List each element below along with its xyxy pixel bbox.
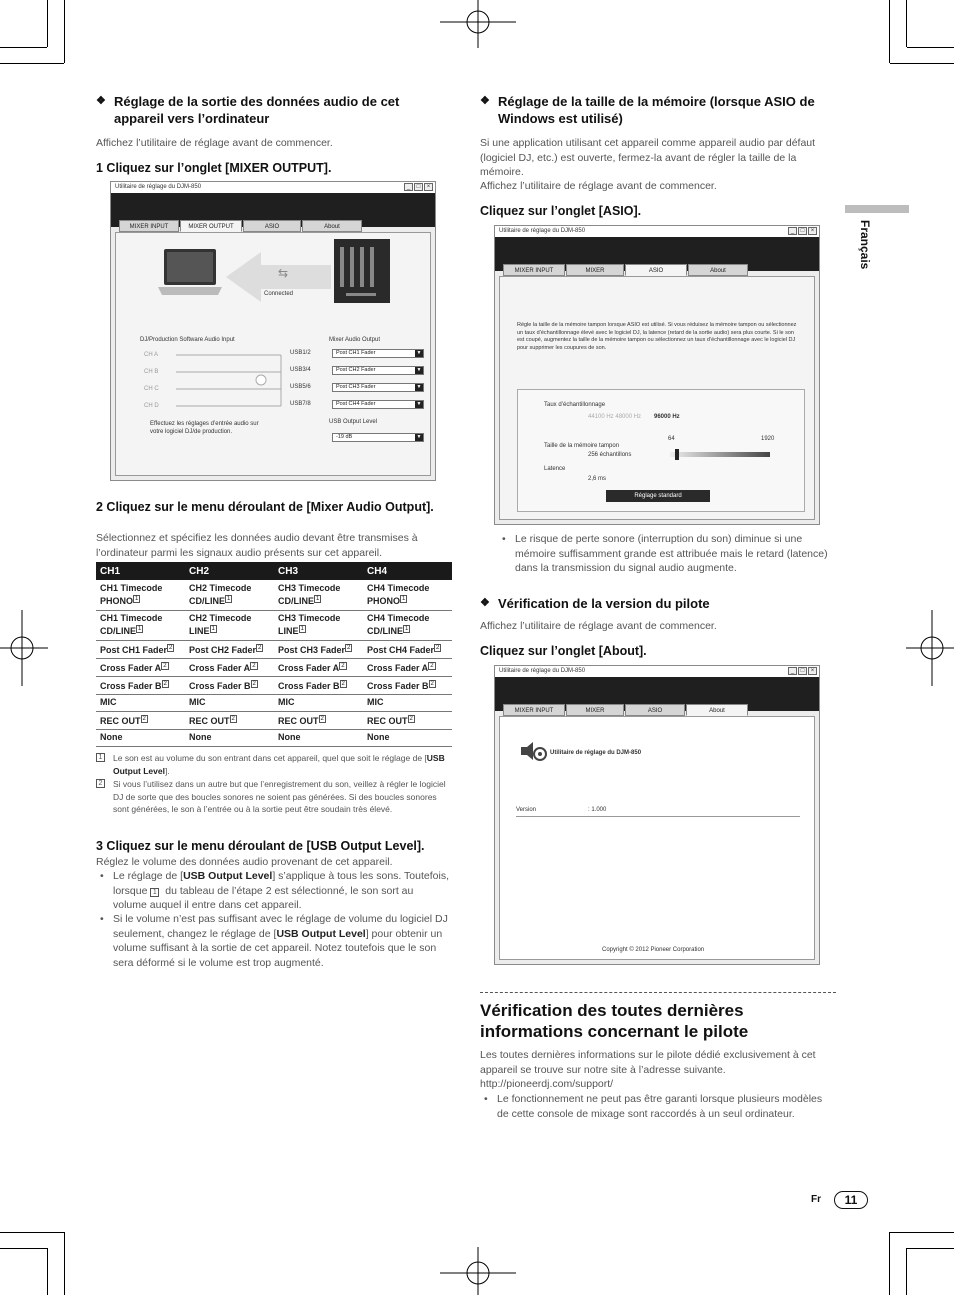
tab-panel <box>115 232 431 476</box>
version-label: Version <box>516 807 537 813</box>
tab-about[interactable]: About <box>686 704 748 716</box>
table-cell: Post CH4 Fader $^2$ <box>363 640 452 658</box>
table-cell: Cross Fader A $^2$ <box>96 658 185 676</box>
usb-output-level-label: USB Output Level <box>329 419 378 425</box>
usb56-label: USB5/6 <box>290 384 311 390</box>
tab-bar <box>119 220 363 232</box>
minimize-button[interactable]: _ <box>788 227 797 235</box>
footnote-ref: 2 <box>341 680 345 687</box>
crop-mark <box>0 1248 47 1249</box>
table-cell: Cross Fader A $^2$ <box>274 658 363 676</box>
table-row <box>96 729 452 746</box>
window-titlebar: Utilitaire de réglage du DJM-850 _ □ × <box>495 226 819 237</box>
buffer-size-label: Taille de la mémoire tampon <box>544 443 620 449</box>
footnote-ref: 2 <box>347 644 351 651</box>
default-settings-button[interactable]: Réglage standard <box>606 490 710 502</box>
footnote-ref: 1 <box>138 626 142 632</box>
laptop-icon <box>156 247 224 297</box>
ch-a-label: CH A <box>144 352 159 358</box>
latency-value: 2,6 ms <box>588 476 607 482</box>
page-number: 11 <box>834 1191 868 1209</box>
section-divider <box>480 992 836 993</box>
tab-asio[interactable]: ASIO <box>243 220 301 232</box>
maximize-button[interactable]: □ <box>414 183 423 191</box>
table-cell: CH4 Timecode PHONO $^1$ <box>363 580 452 610</box>
support-url[interactable]: http://pioneerdj.com/support/ <box>480 1078 614 1090</box>
svg-text:⇆: ⇆ <box>278 266 289 280</box>
side-language-label: Français <box>858 220 872 270</box>
tab-bar <box>503 264 749 276</box>
footnote-ref: 2 <box>341 662 345 669</box>
crop-mark <box>47 0 48 47</box>
tab-panel <box>499 716 815 960</box>
table-cell: Post CH3 Fader $^2$ <box>274 640 363 658</box>
crop-mark <box>907 1248 954 1249</box>
footnote-ref: 1 <box>135 595 139 602</box>
table-header: CH3 <box>274 562 363 580</box>
buffer-min-label: 64 <box>668 436 675 442</box>
maximize-button[interactable]: □ <box>798 667 807 675</box>
table-row <box>96 694 452 711</box>
crop-mark <box>0 47 47 48</box>
table-row <box>96 658 452 676</box>
table-cell: MIC <box>363 694 452 711</box>
connection-arrow <box>226 247 331 313</box>
registration-target <box>906 610 954 686</box>
table-row <box>96 580 452 610</box>
asio-description: Régle la taille de la mémoire tampon lorsque ASIO est utilisé. Si vous réduisez la mémoire tampon ou sélectionnez un taux d’échantillonnage élevé avec le logiciel DJ, la latence (retard de la sortie audio) sera plus courte. Si le son est coupé, augmentez la taille de la mémoire tampon ou sélectionnez un taux d’échantillonnage avec le logiciel DJ pour supprimer les coupures de son. <box>517 322 797 351</box>
routing-lines <box>171 345 286 415</box>
tab-asio[interactable]: ASIO <box>625 264 687 276</box>
table-cell: CH2 Timecode CD/LINE $^1$ <box>185 580 274 610</box>
connected-label: Connected <box>264 291 294 297</box>
table-cell: None <box>363 729 452 746</box>
usb34-dropdown[interactable]: Post CH2 Fader ▼ <box>332 366 424 375</box>
copyright: Copyright © 2012 Pioneer Corporation <box>602 947 705 953</box>
section-version-text: Affichez l’utilitaire de réglage avant de commencer. <box>480 620 717 632</box>
table-cell: Post CH1 Fader $^2$ <box>96 640 185 658</box>
table-header: CH4 <box>363 562 452 580</box>
mixer-output-title: Mixer Audio Output <box>329 337 381 343</box>
version-value: : 1.000 <box>588 807 607 813</box>
footnote-ref: 2 <box>320 715 324 722</box>
section-buffer-text: Si une application utilisant cet appareil comme appareil audio par défaut (logiciel DJ, etc.) est ouverte, fermez-la avant de régler la taille de la mémoire. <box>480 137 816 178</box>
section-title-latest-info: Vérification des toutes dernières informations concernant le pilote <box>480 1001 749 1041</box>
footnote-ref: 2 <box>252 662 256 669</box>
section-title-driver-version: ❖ Vérification de la version du pilote <box>480 596 710 611</box>
asio-settings-box <box>517 389 805 512</box>
footnote-ref: 1 <box>405 626 409 632</box>
table-cell: REC OUT $^2$ <box>274 711 363 729</box>
minimize-button[interactable]: _ <box>404 183 413 191</box>
sample-rate-options: 44100 Hz 48000 Hz <box>588 414 642 420</box>
table-row <box>96 676 452 694</box>
footnote-ref: 2 <box>409 715 413 722</box>
buffer-max-label: 1920 <box>761 436 775 442</box>
table-cell: Cross Fader A $^2$ <box>185 658 274 676</box>
footnote-2: 2 Si vous l’utilisez dans un autre but que l’enregistrement du son, veillez à régler le logiciel DJ de sorte que des boucles sonores ne soient pas générées. Si des boucles sonores sont générées, le son à l’entrée ou à la sortie peut être soudain très élevé. <box>96 778 452 816</box>
speaker-gear-icon <box>518 739 548 765</box>
channel-table <box>96 562 452 747</box>
table-cell: REC OUT $^2$ <box>185 711 274 729</box>
step-3-text: Réglez le volume des données audio provenant de cet appareil. <box>96 856 393 868</box>
daw-note: Effectuez les réglages d’entrée audio sur votre logiciel DJ/de production. <box>150 421 259 435</box>
table-cell: REC OUT $^2$ <box>363 711 452 729</box>
usb78-dropdown[interactable]: Post CH4 Fader ▼ <box>332 400 424 409</box>
table-cell: Cross Fader B $^2$ <box>185 676 274 694</box>
step-1: 1 Cliquez sur l’onglet [MIXER OUTPUT]. <box>96 161 332 175</box>
footnote-ref: 2 <box>231 715 235 722</box>
buffer-size-value: 256 échantillons <box>588 452 632 458</box>
table-cell: MIC <box>185 694 274 711</box>
usb56-dropdown[interactable]: Post CH3 Fader ▼ <box>332 383 424 392</box>
table-cell: MIC <box>274 694 363 711</box>
close-button[interactable]: × <box>808 667 817 675</box>
section-title-buffer-size: ❖ Réglage de la taille de la mémoire (lorsque ASIO de Windows est utilisé) <box>480 94 815 126</box>
crop-mark <box>906 0 907 47</box>
footnote-ref: 1 <box>402 595 406 602</box>
screenshot-asio <box>494 225 820 525</box>
registration-target <box>440 1247 516 1295</box>
crop-mark <box>906 1248 907 1295</box>
ch-c-label: CH C <box>144 386 159 392</box>
usb34-label: USB3/4 <box>290 367 311 373</box>
tab-mixer-input[interactable]: MIXER INPUT <box>503 264 565 276</box>
screenshot-about <box>494 665 820 965</box>
footnote-ref: 2 <box>430 680 434 687</box>
footnote-ref: 2 <box>163 680 167 687</box>
footnote-ref: 1 <box>211 626 215 632</box>
table-header: CH1 <box>96 562 185 580</box>
tab-panel <box>499 276 815 520</box>
table-cell: Cross Fader A $^2$ <box>363 658 452 676</box>
maximize-button[interactable]: □ <box>798 227 807 235</box>
daw-input-title: DJ/Production Software Audio Input <box>140 337 235 343</box>
footnote-ref: 2 <box>169 644 173 651</box>
window-titlebar: Utilitaire de réglage du DJM-850 _ □ × <box>495 666 819 677</box>
tab-bar <box>503 704 749 716</box>
bullet-usb-level-1: • Le réglage de [USB Output Level] s’applique à tous les sons. Toutefois, lorsque 1 du tableau de l’étape 2 est sélectionné, le son sort au volume auquel il entre dans cet appareil. <box>113 869 450 913</box>
table-row <box>96 640 452 658</box>
crop-mark <box>0 1232 64 1233</box>
step-2: 2 Cliquez sur le menu déroulant de [Mixer Audio Output]. <box>96 500 434 514</box>
tab-mixer-output[interactable]: MIXER OUTPUT <box>180 220 242 232</box>
crop-mark <box>890 1232 954 1233</box>
footnote-ref: 2 <box>436 644 440 651</box>
footnote-ref: 2 <box>252 680 256 687</box>
minimize-button[interactable]: _ <box>788 667 797 675</box>
screenshot-mixer-output <box>110 181 436 481</box>
registration-target <box>0 610 48 686</box>
crop-mark <box>47 1248 48 1295</box>
section-title-audio-output: ❖ Réglage de la sortie des données audio de cet appareil vers l’ordinateur <box>96 94 400 126</box>
latency-label: Latence <box>544 466 566 472</box>
asio-bullet: • Le risque de perte sonore (interruption du son) diminue si une mémoire suffisamment grande est attribuée mais le retard (latence) dans la transmission du signal audio augmente. <box>515 532 833 576</box>
latest-info-bullet: • Le fonctionnement ne peut pas être garanti lorsque plusieurs modèles de cette console de mixage sont raccordés à un seul ordinateur. <box>497 1092 833 1121</box>
tab-mixer-input[interactable]: MIXER INPUT <box>119 220 179 232</box>
footnote-ref: 1 <box>227 595 231 602</box>
crop-mark <box>64 1232 65 1295</box>
table-cell: None <box>185 729 274 746</box>
crop-mark <box>64 0 65 63</box>
table-cell: REC OUT $^2$ <box>96 711 185 729</box>
table-cell: None <box>274 729 363 746</box>
table-cell: CH4 Timecode CD/LINE $^1$ <box>363 610 452 640</box>
crop-mark <box>889 0 890 63</box>
table-header: CH2 <box>185 562 274 580</box>
crop-mark <box>907 47 954 48</box>
footnote-ref: 1 <box>316 595 320 602</box>
footer-language: Fr <box>811 1194 821 1205</box>
sample-rate-selected[interactable]: 96000 Hz <box>654 414 680 420</box>
about-app-name: Utilitaire de réglage du DJM-850 <box>550 750 642 756</box>
footnote-ref: 1 <box>300 626 304 632</box>
table-cell: Cross Fader B $^2$ <box>363 676 452 694</box>
mixer-device-icon <box>332 237 392 305</box>
table-cell: CH2 Timecode LINE $^1$ <box>185 610 274 640</box>
footnote-ref: 2 <box>258 644 262 651</box>
table-row <box>96 610 452 640</box>
footnote-ref: 2 <box>163 662 167 669</box>
table-cell: CH1 Timecode CD/LINE $^1$ <box>96 610 185 640</box>
buffer-size-slider[interactable] <box>670 452 770 457</box>
ch-b-label: CH B <box>144 369 159 375</box>
table-cell: Cross Fader B $^2$ <box>96 676 185 694</box>
crop-mark <box>889 1232 890 1295</box>
step-2-text: Sélectionnez et spécifiez les données audio devant être transmises à l’ordinateur parmi les signaux audio présents sur cet appareil. <box>96 532 418 559</box>
divider <box>516 816 800 817</box>
section-intro: Affichez l’utilitaire de réglage avant de commencer. <box>96 137 333 149</box>
tab-mixer-input[interactable]: MIXER INPUT <box>503 704 565 716</box>
sample-rate-label: Taux d’échantillonnage <box>544 402 606 408</box>
crop-mark <box>0 63 64 64</box>
usb-output-level-dropdown[interactable]: -19 dB ▼ <box>332 433 424 442</box>
step-3: 3 Cliquez sur le menu déroulant de [USB Output Level]. <box>96 839 425 853</box>
bullet-usb-level-2: • Si le volume n’est pas suffisant avec le réglage de volume du logiciel DJ seulement, changez le réglage de [USB Output Level] pour obtenir un volume suffisant à la sortie de cet appareil. Notez toutefois que le son sera déformé si le volume est trop augmenté. <box>113 912 450 970</box>
table-cell: Post CH2 Fader $^2$ <box>185 640 274 658</box>
tab-about[interactable]: About <box>302 220 362 232</box>
usb12-label: USB1/2 <box>290 350 311 356</box>
table-cell: None <box>96 729 185 746</box>
table-cell: Cross Fader B $^2$ <box>274 676 363 694</box>
close-button[interactable]: × <box>424 183 433 191</box>
table-cell: CH3 Timecode CD/LINE $^1$ <box>274 580 363 610</box>
table-cell: CH1 Timecode PHONO $^1$ <box>96 580 185 610</box>
table-cell: MIC <box>96 694 185 711</box>
side-tab-bar <box>845 205 909 213</box>
tab-asio[interactable]: ASIO <box>625 704 685 716</box>
slider-thumb[interactable] <box>675 449 679 460</box>
table-cell: CH3 Timecode LINE $^1$ <box>274 610 363 640</box>
close-button[interactable]: × <box>808 227 817 235</box>
step-asio: Cliquez sur l’onglet [ASIO]. <box>480 204 642 218</box>
usb78-label: USB7/8 <box>290 401 311 407</box>
footnote-ref: 2 <box>430 662 434 669</box>
section-buffer-text-2: Affichez l’utilitaire de réglage avant de commencer. <box>480 180 717 192</box>
table-row <box>96 711 452 729</box>
tab-mixer-output[interactable]: MIXER <box>566 264 624 276</box>
footnote-1: 1 Le son est au volume du son entrant dans cet appareil, quel que soit le réglage de [USB Output Level]. <box>96 752 452 777</box>
registration-target <box>440 0 516 48</box>
footnote-ref: 2 <box>142 715 146 722</box>
usb12-dropdown[interactable]: Post CH1 Fader ▼ <box>332 349 424 358</box>
crop-mark <box>890 63 954 64</box>
step-about: Cliquez sur l’onglet [About]. <box>480 644 647 658</box>
tab-about[interactable]: About <box>688 264 748 276</box>
ch-d-label: CH D <box>144 403 159 409</box>
latest-info-text: Les toutes dernières informations sur le pilote dédié exclusivement à cet appareil se trouve sur notre site à l’adresse suivante. <box>480 1049 816 1076</box>
tab-mixer-output[interactable]: MIXER <box>566 704 624 716</box>
window-titlebar: Utilitaire de réglage du DJM-850 _ □ × <box>111 182 435 193</box>
